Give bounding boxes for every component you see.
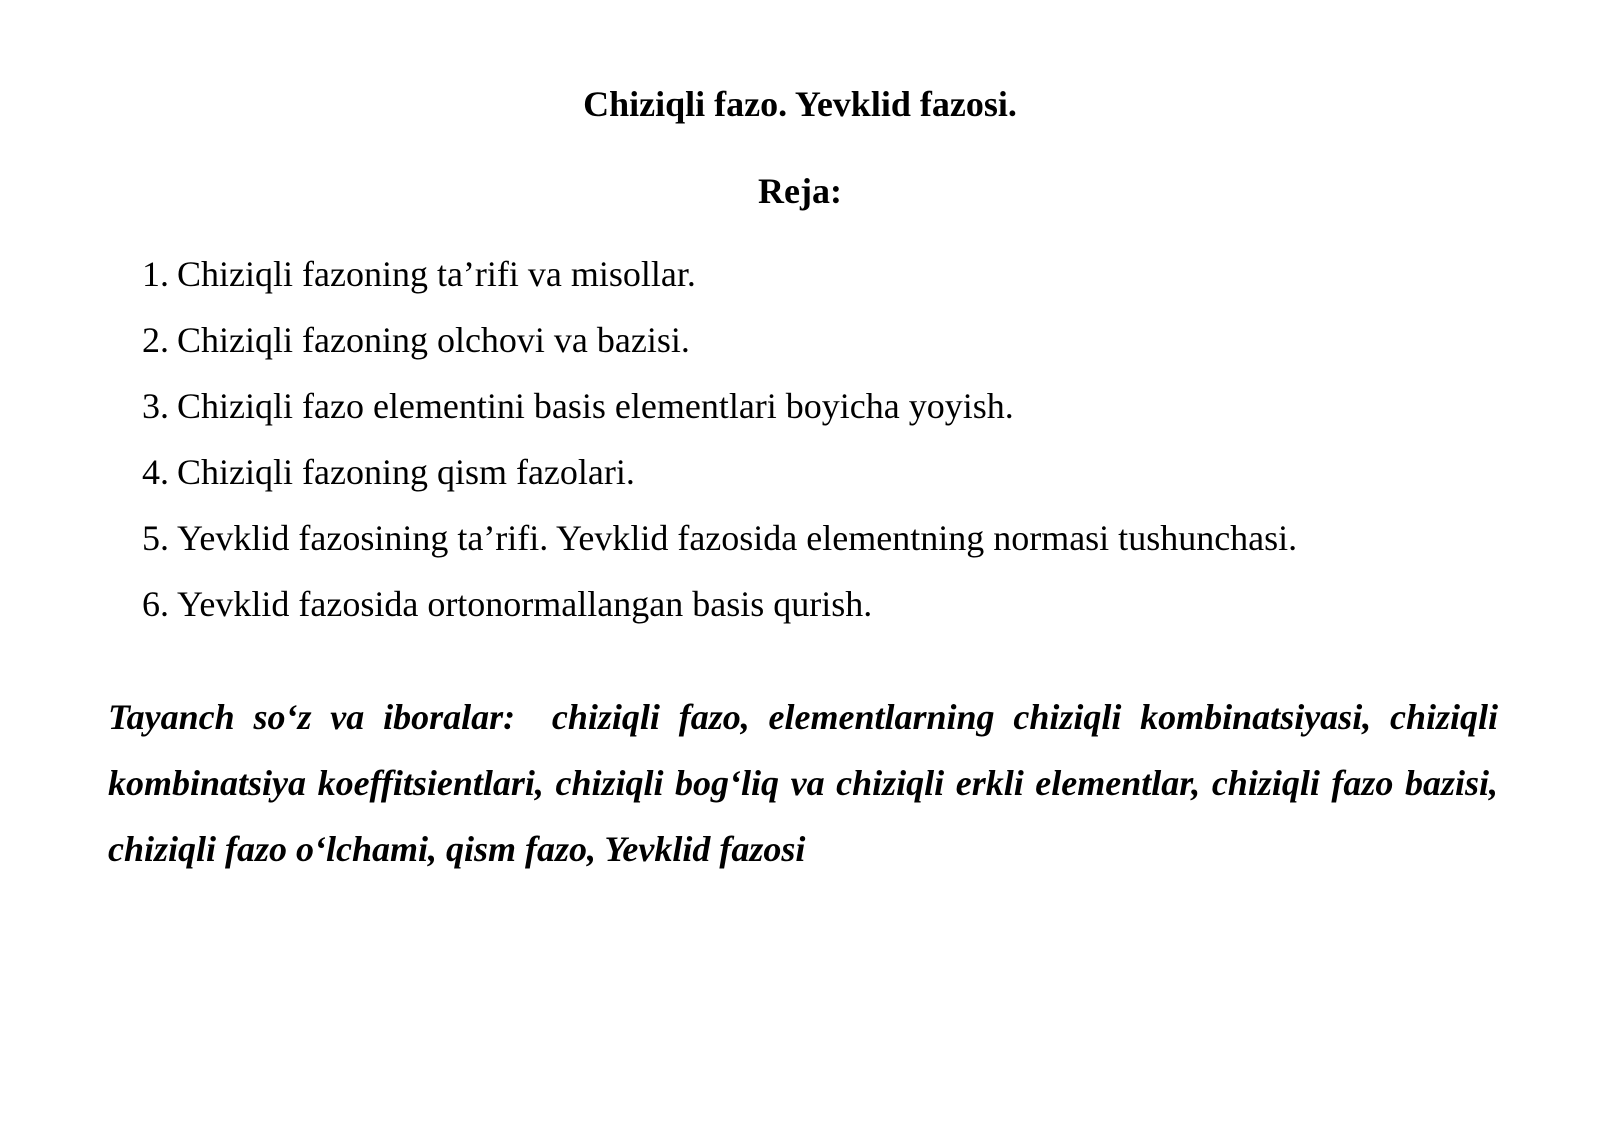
list-item-text: Chiziqli fazoning ta’rifi va misollar. [177,254,696,294]
list-item-text: Chiziqli fazoning qism fazolari. [177,452,635,492]
keywords-label: Tayanch so‘z va iboralar: [108,697,516,737]
list-item-number: 1. [142,254,169,294]
list-item-text: Chiziqli fazoning olchovi va bazisi. [177,320,690,360]
keywords-paragraph [108,684,1498,882]
list-item-text: Yevklid fazosida ortonormallangan basis qurish. [177,584,873,624]
page-title: Chiziqli fazo. Yevklid fazosi. [583,84,1017,124]
list-item-number: 4. [142,452,169,492]
list-item-number: 3. [142,386,169,426]
list-item-number: 6. [142,584,169,624]
list-item-text: Chiziqli fazo elementini basis elementlari boyicha yoyish. [177,386,1014,426]
list-item-number: 2. [142,320,169,360]
list-item-text: Yevklid fazosining ta’rifi. Yevklid fazosida elementning normasi tushunchasi. [177,518,1298,558]
keywords-text: chiziqli fazo, elementlarning chiziqli kombinatsiyasi, chiziqli kombinatsiya koeffitsientlari, chiziqli bog‘liq va chiziqli erkli elementlar, chiziqli fazo bazisi, chiziqli fazo o‘lchami, qism fazo, Yevklid fazosi [108,697,1499,869]
list-item-number: 5. [142,518,169,558]
plan-heading: Reja: [758,171,842,211]
